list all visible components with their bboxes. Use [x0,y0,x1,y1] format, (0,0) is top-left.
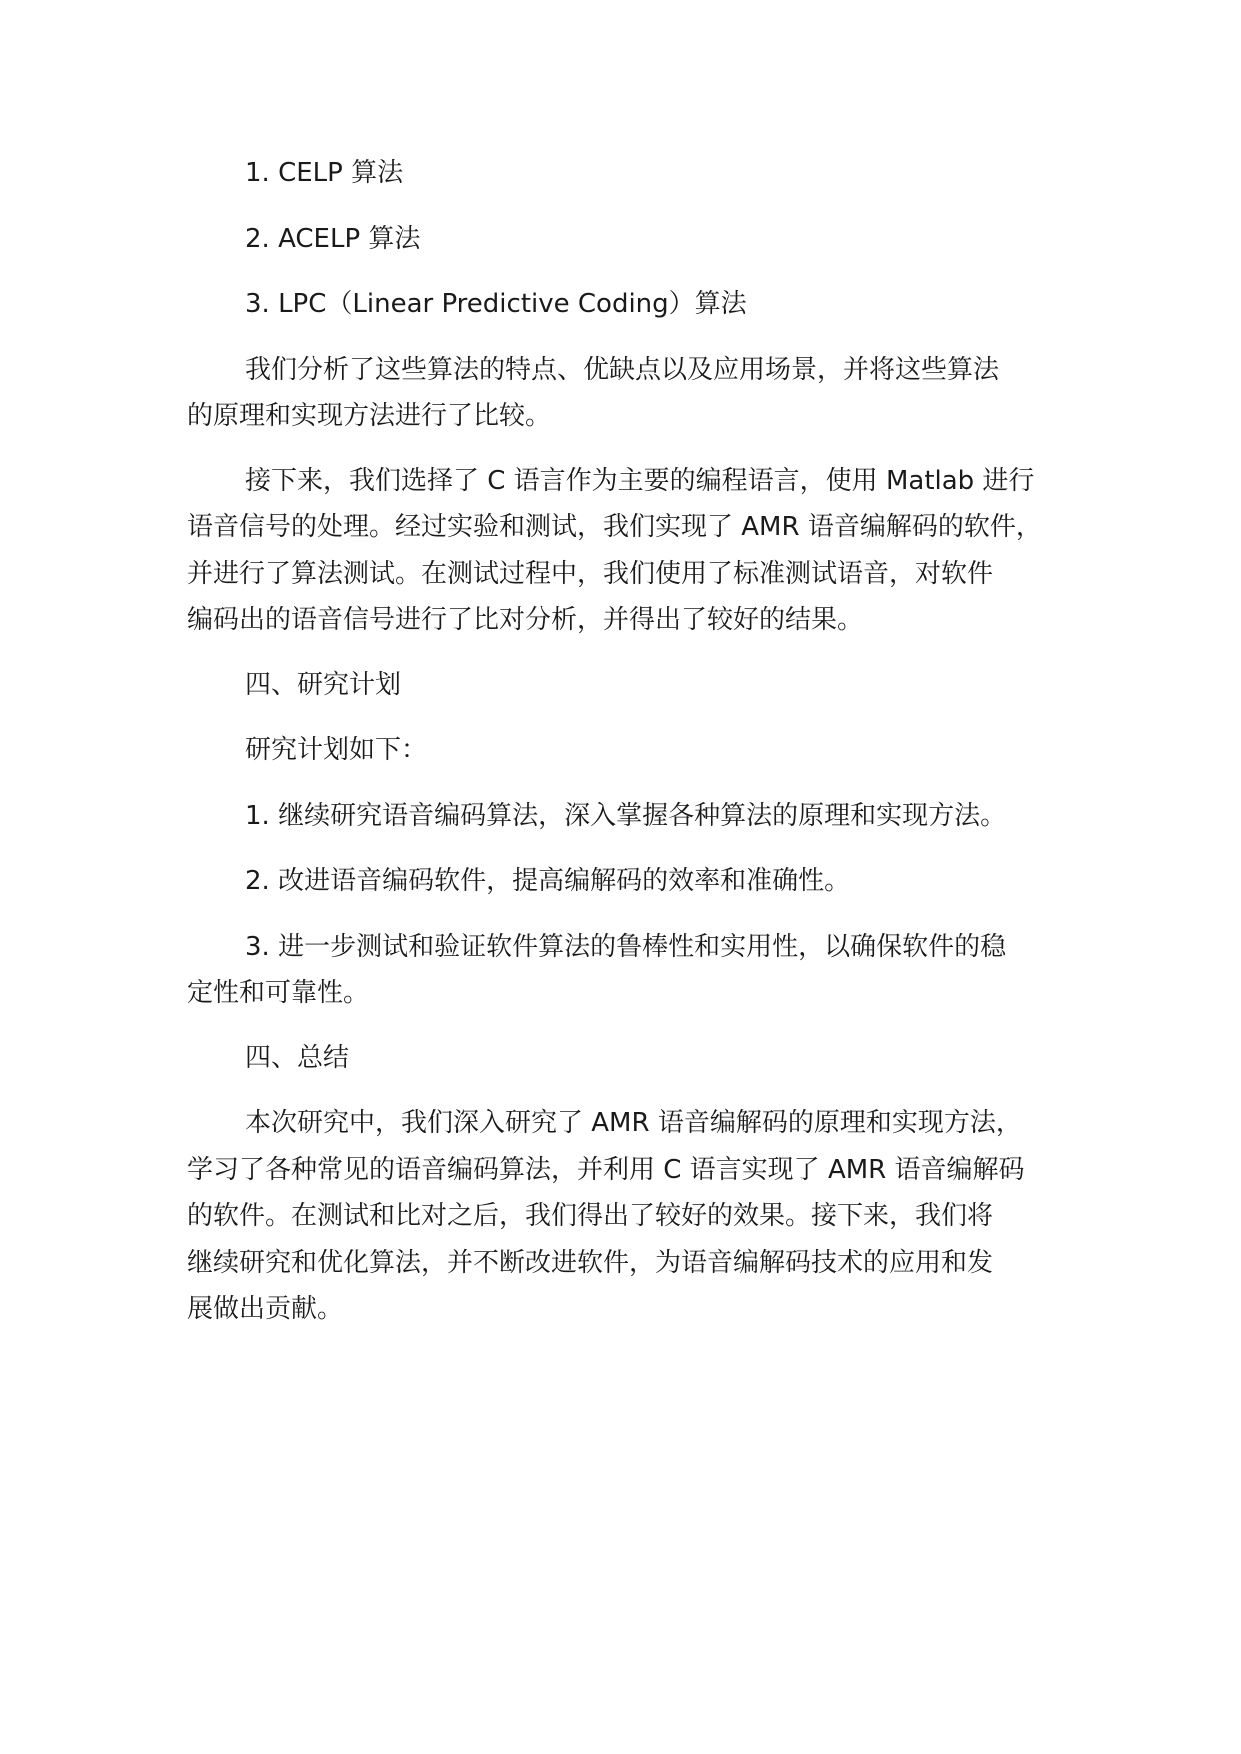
text-line: 四、总结 [245,1042,350,1073]
text-line: 2. 改进语音编码软件，提高编解码的效率和准确性。 [245,866,851,896]
text-line: 研究计划如下： [245,735,428,765]
text-line: 定性和可靠性。 [187,978,370,1008]
text-line: 2. ACELP 算法 [245,223,421,254]
text-line: 并进行了算法测试。在测试过程中，我们使用了标准测试语音，对软件 [187,558,994,589]
paragraph-summary [187,1100,1077,1333]
text-line: 展做出贡献。 [187,1294,344,1324]
text-line: 编码出的语音信号进行了比对分析，并得出了较好的结果。 [187,605,864,635]
text-line: 我们分析了这些算法的特点、优缺点以及应用场景，并将这些算法 [245,354,1000,385]
section-heading-summary [187,1035,1077,1082]
list-item-plan-2 [187,858,1077,905]
paragraph-plan-intro [187,727,1077,774]
text-line: 的软件。在测试和比对之后，我们得出了较好的效果。接下来，我们将 [187,1201,994,1231]
list-item-acelp [187,216,1077,263]
text-line: 语音信号的处理。经过实验和测试，我们实现了 AMR 语音编解码的软件， [187,512,1042,542]
list-item-lpc [187,281,1077,328]
text-line: 1. 继续研究语音编码算法，深入掌握各种算法的原理和实现方法。 [245,800,1007,831]
text-line: 接下来，我们选择了 C 语言作为主要的编程语言，使用 Matlab 进行 [245,465,1035,496]
paragraph-implementation [187,458,1077,644]
text-line: 3. 进一步测试和验证软件算法的鲁棒性和实用性，以确保软件的稳 [245,931,1007,962]
text-line: 的原理和实现方法进行了比较。 [187,401,552,431]
text-line: 1. CELP 算法 [245,158,404,188]
text-line: 继续研究和优化算法，并不断改进软件，为语音编解码技术的应用和发 [187,1247,994,1278]
document-page [187,150,1077,1351]
list-item-plan-3 [187,924,1077,1017]
text-line: 学习了各种常见的语音编码算法，并利用 C 语言实现了 AMR 语音编解码 [187,1154,1025,1185]
text-line: 3. LPC（Linear Predictive Coding）算法 [245,289,747,319]
paragraph-analysis [187,347,1077,440]
list-item-celp [187,150,1077,197]
list-item-plan-1 [187,793,1077,840]
text-line: 本次研究中，我们深入研究了 AMR 语音编解码的原理和实现方法， [245,1108,1022,1138]
text-line: 四、研究计划 [245,669,402,700]
section-heading-plan [187,662,1077,709]
